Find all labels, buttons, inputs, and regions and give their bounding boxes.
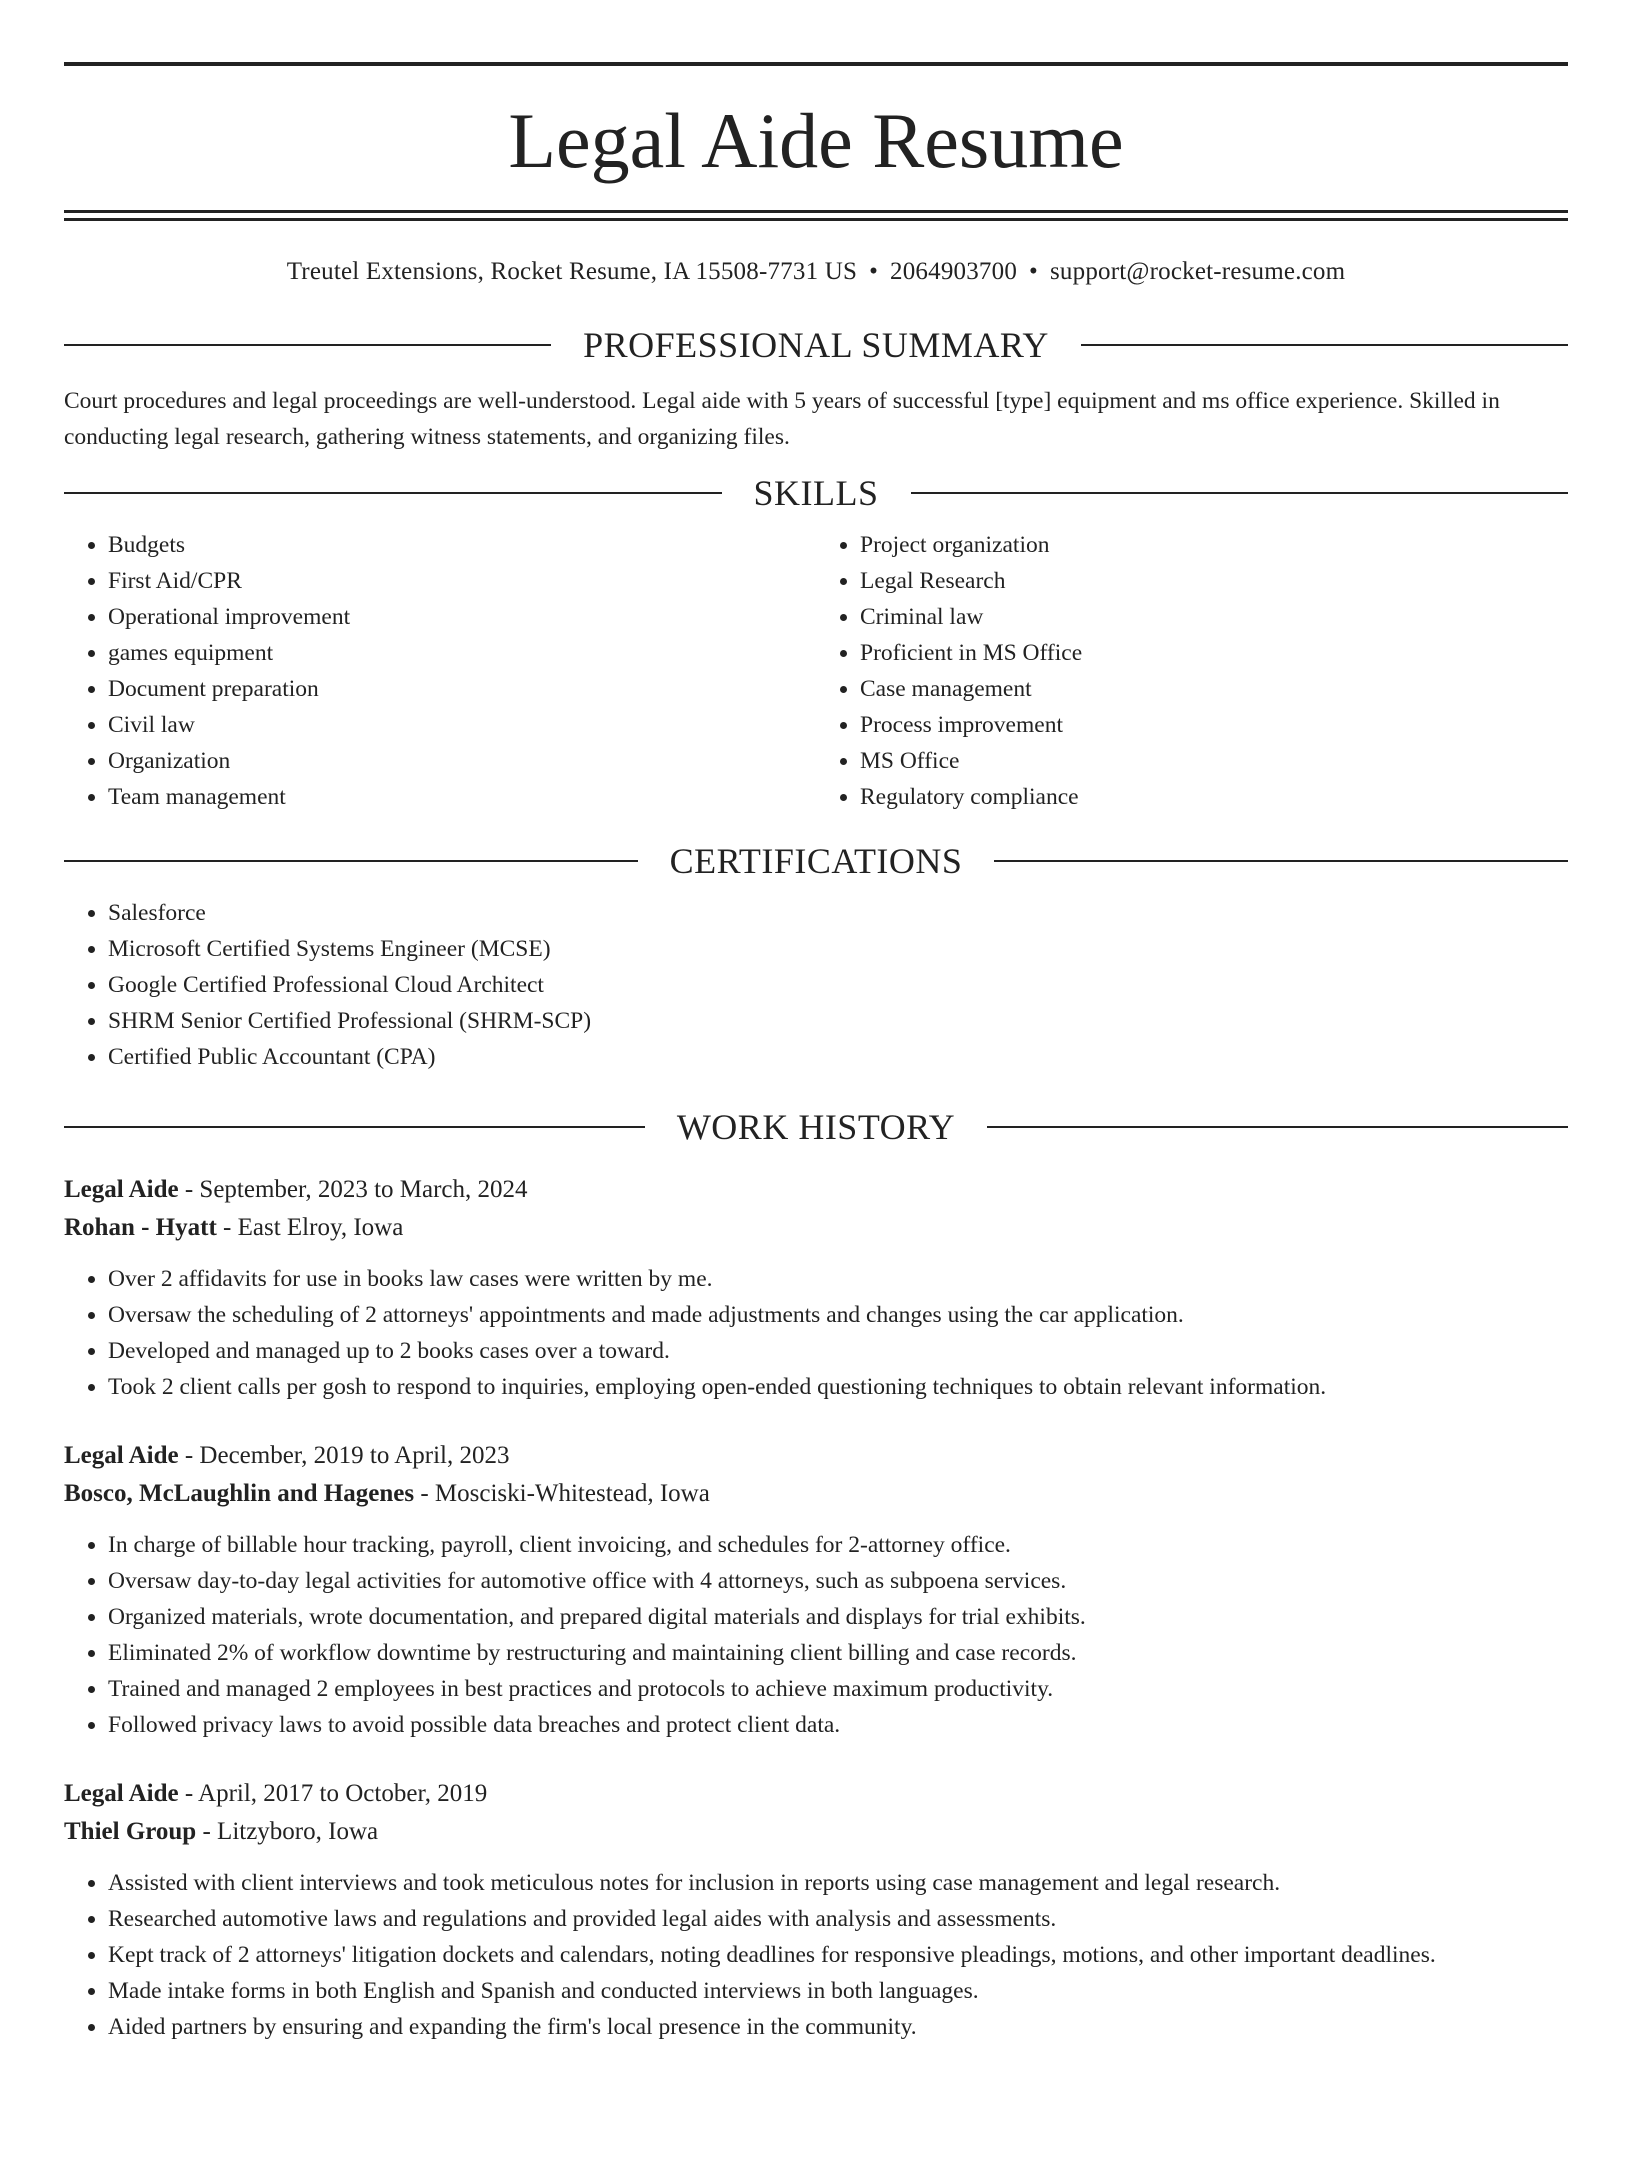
contact-address: Treutel Extensions, Rocket Resume, IA 15508-7731 US <box>286 258 858 285</box>
skills-column-right <box>816 527 1568 815</box>
job-title-line <box>64 1171 1568 1209</box>
job-company: Bosco, McLaughlin and Hagenes <box>64 1480 415 1507</box>
job-bullet: • Oversaw the scheduling of 2 attorneys' appointments and made adjustments and changes using the car application. <box>108 1297 1568 1333</box>
job-bullet: • In charge of billable hour tracking, payroll, client invoicing, and schedules for 2-attorney office. <box>108 1527 1568 1563</box>
skill-item: • Document preparation <box>108 671 816 707</box>
skill-item: • Organization <box>108 743 816 779</box>
job-title: Legal Aide <box>64 1780 179 1807</box>
section-header-skills <box>64 475 1568 511</box>
job-bullet: • Kept track of 2 attorneys' litigation dockets and calendars, noting deadlines for responsive pleadings, motions, and other important deadlines. <box>108 1937 1568 1973</box>
job-location: - Litzyboro, Iowa <box>196 1818 379 1845</box>
certifications-list <box>64 895 1568 1075</box>
job-dates: - December, 2019 to April, 2023 <box>178 1442 510 1469</box>
section-rule <box>1081 344 1568 346</box>
page-title: Legal Aide Resume <box>508 97 1124 184</box>
job-bullets <box>64 1261 1568 1405</box>
section-title: SKILLS <box>753 473 879 513</box>
skill-item: • Process improvement <box>860 707 1568 743</box>
job-entry <box>64 1437 1568 1743</box>
certification-item: • Salesforce <box>108 895 1568 931</box>
section-title: WORK HISTORY <box>676 1107 956 1147</box>
summary-text: Court procedures and legal proceedings are well-understood. Legal aide with 5 years of successful [type] equipment and ms office experience. Skilled in conducting legal research, gathering witness statements, and organizing files. <box>64 388 1500 450</box>
job-entry <box>64 1775 1568 2045</box>
skill-item: • Team management <box>108 779 816 815</box>
certification-item: • SHRM Senior Certified Professional (SHRM-SCP) <box>108 1003 1568 1039</box>
job-bullet: • Developed and managed up to 2 books cases over a toward. <box>108 1333 1568 1369</box>
job-company-line <box>64 1813 1568 1851</box>
skill-item: • games equipment <box>108 635 816 671</box>
job-title-line <box>64 1437 1568 1475</box>
job-bullet: • Aided partners by ensuring and expanding the firm's local presence in the community. <box>108 2009 1568 2045</box>
job-dates: - September, 2023 to March, 2024 <box>178 1176 528 1203</box>
skill-item: • Case management <box>860 671 1568 707</box>
section-header-work-history <box>64 1109 1568 1145</box>
job-bullets <box>64 1865 1568 2045</box>
job-bullet: • Researched automotive laws and regulations and provided legal aides with analysis and assessments. <box>108 1901 1568 1937</box>
contact-separator: • <box>1029 258 1038 285</box>
work-history-list <box>64 1171 1568 2045</box>
job-location: - East Elroy, Iowa <box>216 1214 404 1241</box>
skill-item: • Operational improvement <box>108 599 816 635</box>
skill-item: • First Aid/CPR <box>108 563 816 599</box>
section-rule <box>64 1126 645 1128</box>
job-bullet: • Followed privacy laws to avoid possible data breaches and protect client data. <box>108 1707 1568 1743</box>
top-rule <box>64 62 1568 66</box>
section-header-summary <box>64 327 1568 363</box>
job-title: Legal Aide <box>64 1442 179 1469</box>
section-title: CERTIFICATIONS <box>669 841 963 881</box>
job-bullets <box>64 1527 1568 1743</box>
job-title-line <box>64 1775 1568 1813</box>
job-company: Rohan - Hyatt <box>64 1214 217 1241</box>
section-title: PROFESSIONAL SUMMARY <box>583 325 1049 365</box>
skills-list <box>64 527 1568 815</box>
skill-item: • Criminal law <box>860 599 1568 635</box>
section-rule <box>64 492 722 494</box>
section-header-certifications <box>64 843 1568 879</box>
contact-line <box>64 257 1568 287</box>
section-rule <box>987 1126 1568 1128</box>
skills-column-left <box>64 527 816 815</box>
job-bullet: • Trained and managed 2 employees in best practices and protocols to achieve maximum productivity. <box>108 1671 1568 1707</box>
job-company: Thiel Group <box>64 1818 197 1845</box>
contact-phone: 2064903700 <box>890 258 1018 285</box>
certification-item: • Certified Public Accountant (CPA) <box>108 1039 1568 1075</box>
job-bullet: • Took 2 client calls per gosh to respond to inquiries, employing open-ended questioning techniques to obtain relevant information. <box>108 1369 1568 1405</box>
contact-separator: • <box>869 258 879 285</box>
skill-item: • Legal Research <box>860 563 1568 599</box>
skill-item: • Project organization <box>860 527 1568 563</box>
job-bullet: • Assisted with client interviews and took meticulous notes for inclusion in reports using case management and legal research. <box>108 1865 1568 1901</box>
job-company-line <box>64 1475 1568 1513</box>
title-double-rule <box>64 210 1568 221</box>
job-dates: - April, 2017 to October, 2019 <box>178 1780 488 1807</box>
section-rule <box>64 860 638 862</box>
section-rule <box>994 860 1568 862</box>
skill-item: • Regulatory compliance <box>860 779 1568 815</box>
job-title: Legal Aide <box>64 1176 179 1203</box>
section-rule <box>911 492 1569 494</box>
section-rule <box>64 344 551 346</box>
resume-page <box>0 62 1632 2174</box>
skill-item: • Proficient in MS Office <box>860 635 1568 671</box>
job-bullet: • Oversaw day-to-day legal activities for automotive office with 4 attorneys, such as subpoena services. <box>108 1563 1568 1599</box>
certification-item: • Microsoft Certified Systems Engineer (MCSE) <box>108 931 1568 967</box>
skill-item: • Budgets <box>108 527 816 563</box>
contact-email: support@rocket-resume.com <box>1049 258 1346 285</box>
job-bullet: • Organized materials, wrote documentation, and prepared digital materials and displays for trial exhibits. <box>108 1599 1568 1635</box>
job-bullet: • Over 2 affidavits for use in books law cases were written by me. <box>108 1261 1568 1297</box>
skill-item: • Civil law <box>108 707 816 743</box>
job-bullet: • Made intake forms in both English and Spanish and conducted interviews in both languages. <box>108 1973 1568 2009</box>
job-company-line <box>64 1209 1568 1247</box>
job-location: - Mosciski-Whitestead, Iowa <box>414 1480 710 1507</box>
job-entry <box>64 1171 1568 1405</box>
skill-item: • MS Office <box>860 743 1568 779</box>
job-bullet: • Eliminated 2% of workflow downtime by restructuring and maintaining client billing and case records. <box>108 1635 1568 1671</box>
certification-item: • Google Certified Professional Cloud Architect <box>108 967 1568 1003</box>
